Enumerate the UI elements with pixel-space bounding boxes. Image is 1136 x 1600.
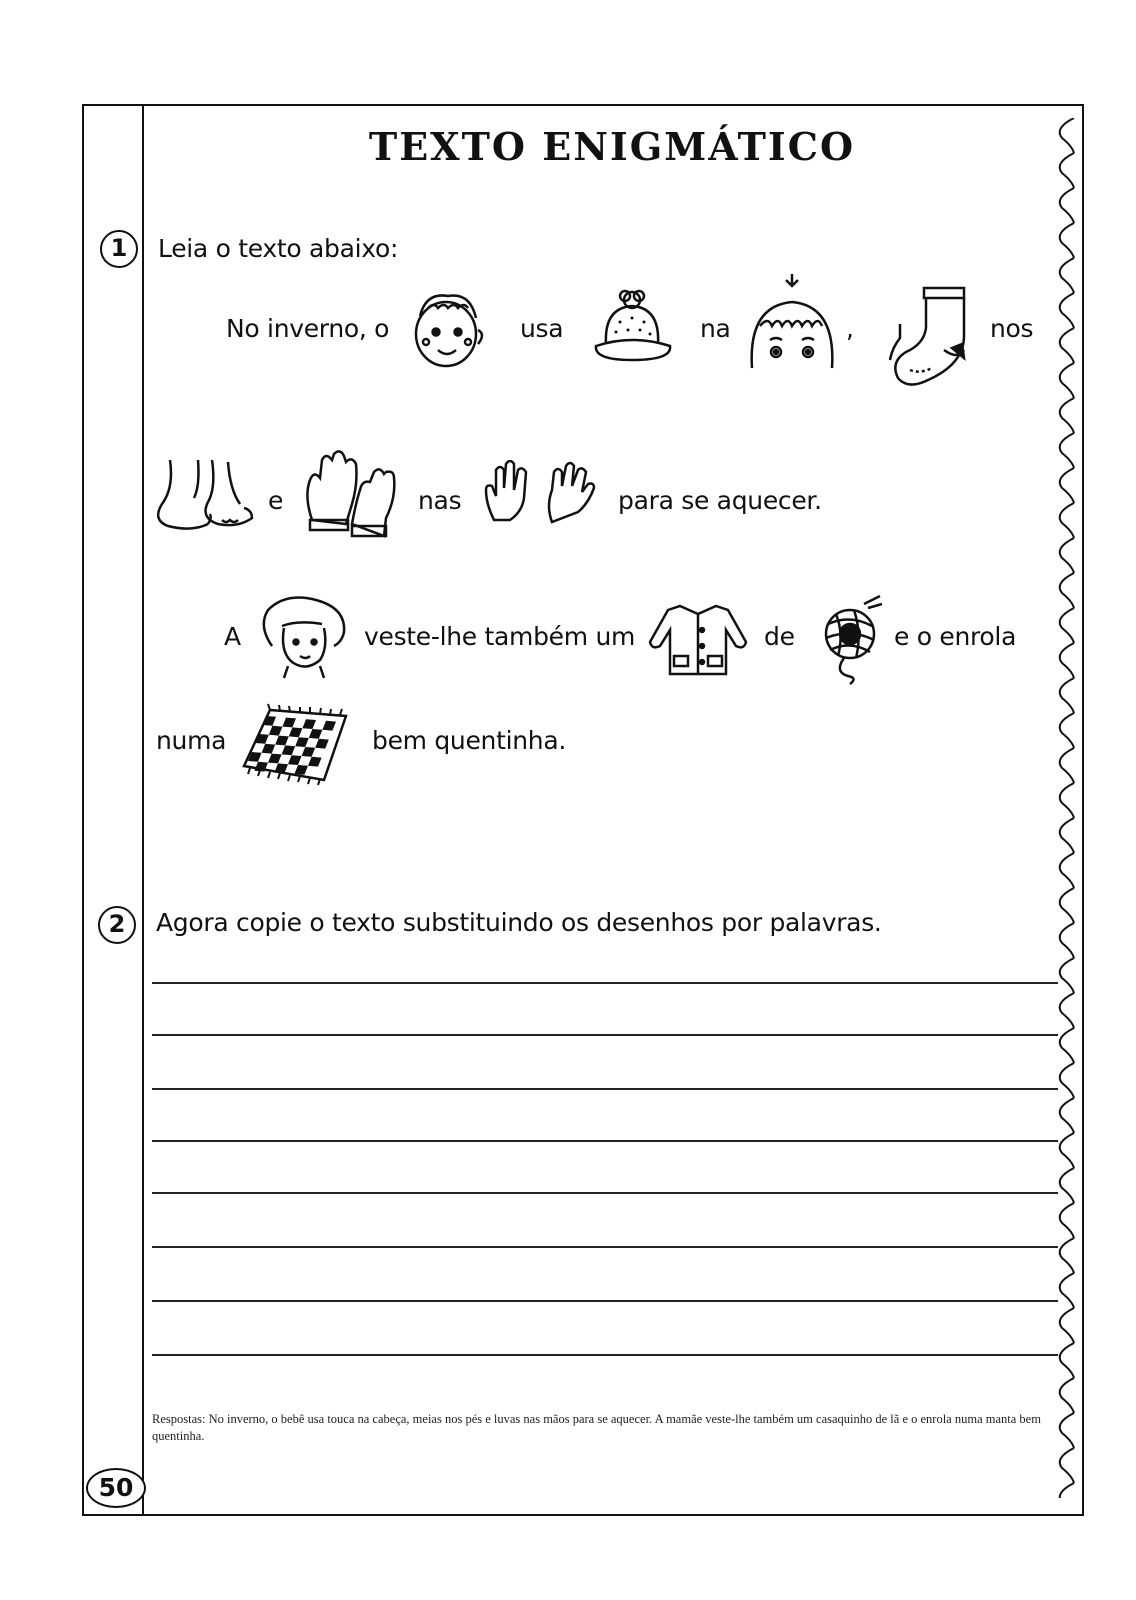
- blanket-square: [308, 757, 322, 767]
- spiral-loop: [1060, 958, 1074, 993]
- blanket-square: [268, 754, 282, 764]
- spiral-loop: [1060, 678, 1074, 713]
- writing-line[interactable]: [152, 1034, 1058, 1036]
- spiral-loop: [1060, 363, 1074, 398]
- spiral-loop: [1060, 538, 1074, 573]
- spiral-loop: [1060, 468, 1074, 503]
- spiral-binding: [1052, 118, 1092, 1498]
- blanket-square: [274, 763, 288, 773]
- gloves-icon: [300, 450, 400, 544]
- spiral-loop: [1060, 1273, 1074, 1308]
- spiral-loop: [1060, 888, 1074, 923]
- blanket-square: [295, 737, 309, 747]
- blanket-square: [262, 716, 276, 726]
- blanket-square: [309, 729, 323, 739]
- spiral-loop: [1060, 433, 1074, 468]
- spiral-loop: [1060, 1098, 1074, 1133]
- spiral-loop: [1060, 748, 1074, 783]
- margin-line: [142, 104, 144, 1516]
- spiral-loop: [1060, 1448, 1074, 1483]
- blanket-square: [262, 744, 276, 754]
- writing-line[interactable]: [152, 982, 1058, 984]
- spiral-loop: [1060, 1378, 1074, 1413]
- spiral-loop: [1060, 643, 1074, 678]
- spiral-loop: [1060, 1028, 1074, 1063]
- spiral-loop: [1060, 1413, 1074, 1448]
- blanket-square: [302, 719, 316, 729]
- spiral-loop: [1060, 818, 1074, 853]
- blanket-square: [294, 765, 308, 775]
- blanket-square: [322, 721, 336, 731]
- jacket-icon: [644, 600, 752, 680]
- writing-line[interactable]: [152, 1140, 1058, 1142]
- mother-icon: [258, 596, 352, 680]
- rebus-text: e: [268, 486, 284, 515]
- blanket-square: [289, 727, 303, 737]
- exercise-2-instruction: Agora copie o texto substituindo os desenhos por palavras.: [156, 908, 882, 937]
- spiral-loop: [1060, 223, 1074, 258]
- rebus-text: ,: [846, 314, 854, 343]
- spiral-loop: [1060, 1063, 1074, 1098]
- rebus-text: de: [764, 622, 795, 651]
- spiral-loop: [1060, 258, 1074, 293]
- exercise-1-number: 1: [100, 230, 138, 268]
- blanket-square: [282, 718, 296, 728]
- writing-line[interactable]: [152, 1088, 1058, 1090]
- wool-hat-icon: [592, 286, 674, 366]
- socks-icon: [884, 284, 980, 392]
- spiral-loop: [1060, 398, 1074, 433]
- blanket-square: [282, 745, 296, 755]
- rebus-text: e o enrola: [894, 622, 1017, 651]
- spiral-loop: [1060, 573, 1074, 608]
- exercise-2-number: 2: [98, 906, 136, 944]
- blanket-square: [315, 739, 329, 749]
- rebus-text: numa: [156, 726, 227, 755]
- rebus-text: No inverno, o: [226, 314, 390, 343]
- spiral-loop: [1060, 608, 1074, 643]
- baby-face-icon: [406, 286, 490, 372]
- head-icon: [744, 272, 840, 372]
- spiral-loop: [1060, 1238, 1074, 1273]
- spiral-loop: [1060, 188, 1074, 223]
- rebus-text: para se aquecer.: [618, 486, 822, 515]
- spiral-loop: [1060, 853, 1074, 888]
- writing-line[interactable]: [152, 1300, 1058, 1302]
- spiral-loop: [1060, 1343, 1074, 1378]
- spiral-loop: [1060, 1483, 1074, 1498]
- rebus-text: A: [224, 622, 241, 651]
- answer-key: Respostas: No inverno, o bebê usa touca na cabeça, meias nos pés e luvas nas mãos para se aquecer. A mamãe veste-lhe também um casaquinho de lã e o enrola numa manta bem quentinha.: [152, 1412, 1041, 1443]
- blanket-icon: [236, 702, 356, 788]
- spiral-loop: [1060, 993, 1074, 1028]
- page-number: 50: [86, 1468, 146, 1508]
- blanket-square: [288, 755, 302, 765]
- exercise-1-instruction: Leia o texto abaixo:: [158, 234, 399, 263]
- blanket-square: [269, 726, 283, 736]
- rebus-text: usa: [520, 314, 564, 343]
- spiral-loop: [1060, 713, 1074, 748]
- spiral-loop: [1060, 1133, 1074, 1168]
- rebus-text: nas: [418, 486, 462, 515]
- rebus-text: veste-lhe também um: [364, 622, 636, 651]
- spiral-loop: [1060, 923, 1074, 958]
- hands-icon: [480, 460, 606, 530]
- spiral-loop: [1060, 783, 1074, 818]
- rebus-text: bem quentinha.: [372, 726, 566, 755]
- spiral-loop: [1060, 503, 1074, 538]
- rebus-text: na: [700, 314, 731, 343]
- spiral-loop: [1060, 1168, 1074, 1203]
- blanket-square: [302, 747, 316, 757]
- page-title: TEXTO ENIGMÁTICO: [368, 124, 856, 169]
- blanket-square: [275, 736, 289, 746]
- yarn-ball-icon: [814, 594, 886, 686]
- writing-line[interactable]: [152, 1246, 1058, 1248]
- feet-icon: [152, 458, 256, 534]
- spiral-loop: [1060, 1308, 1074, 1343]
- rebus-text: nos: [990, 314, 1034, 343]
- writing-line[interactable]: [152, 1354, 1058, 1356]
- spiral-loop: [1060, 328, 1074, 363]
- spiral-loop: [1060, 293, 1074, 328]
- writing-line[interactable]: [152, 1192, 1058, 1194]
- spiral-loop: [1060, 1203, 1074, 1238]
